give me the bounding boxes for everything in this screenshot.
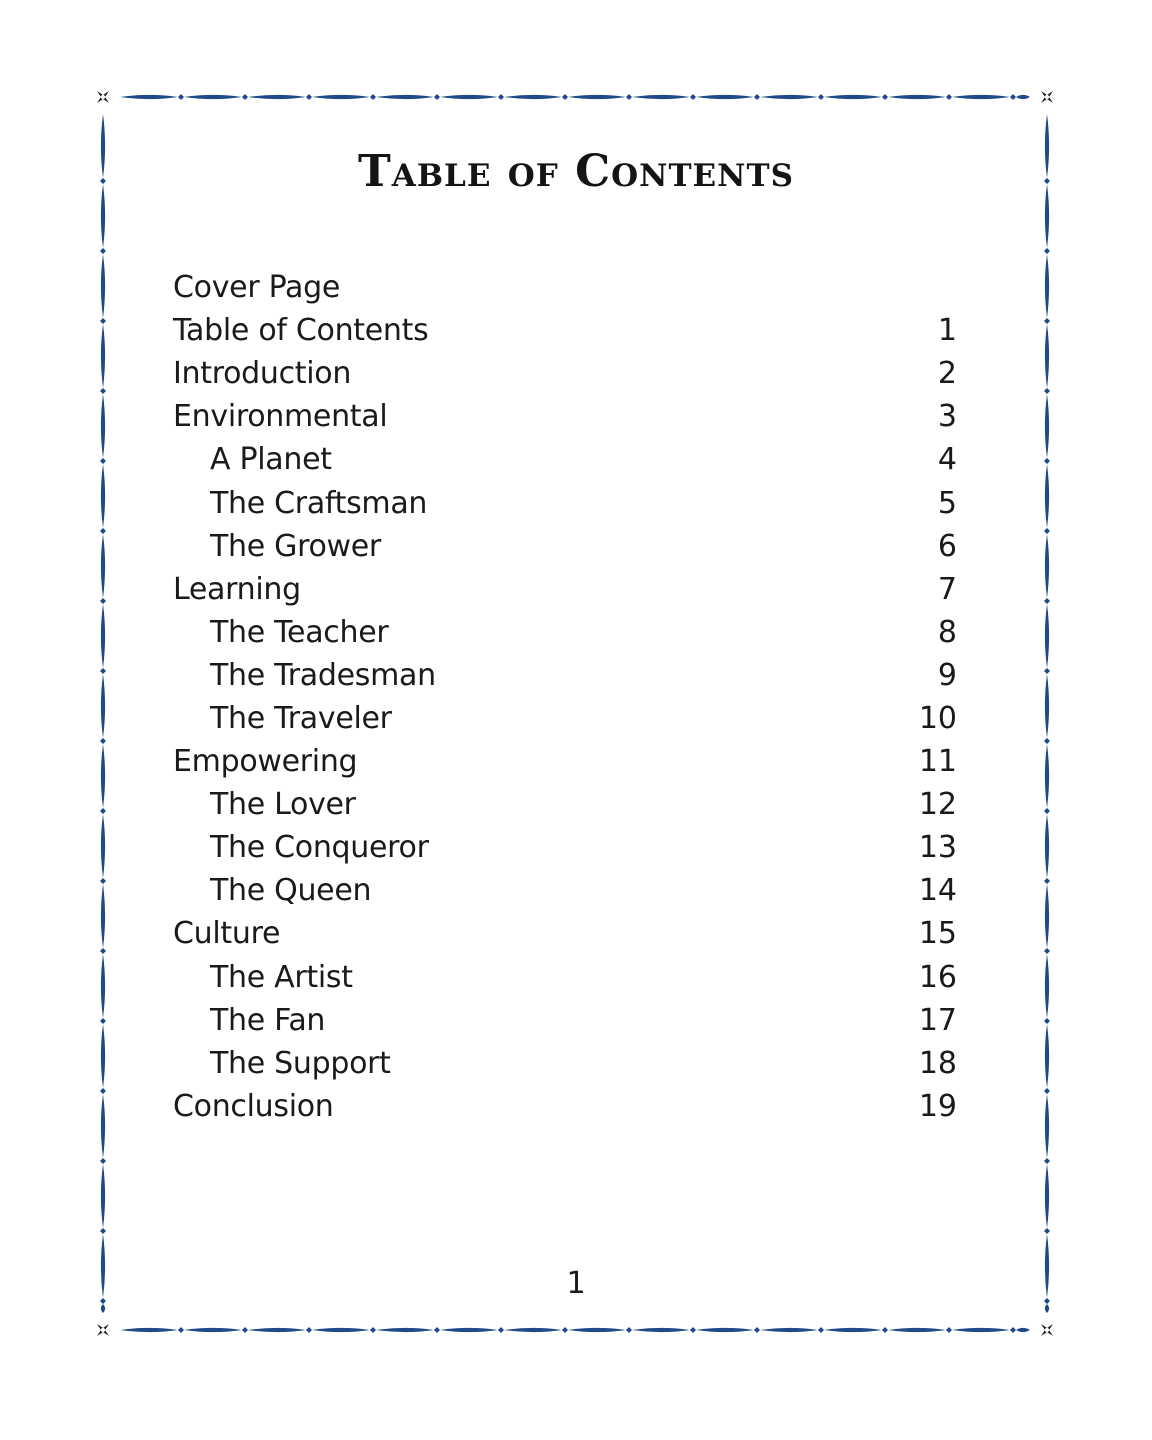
toc-entry[interactable] (173, 654, 957, 697)
border-diamond (306, 1327, 312, 1333)
border-diamond (100, 248, 106, 254)
border-segment (101, 674, 105, 738)
border-segment (101, 1304, 105, 1313)
border-diamond (1044, 668, 1050, 674)
border-segment (1045, 254, 1049, 318)
border-segment (101, 1164, 105, 1228)
toc-entry[interactable] (173, 1042, 957, 1085)
toc-entry-label: The Teacher (210, 614, 389, 650)
toc-entry-label: Culture (173, 916, 281, 952)
border-diamond (100, 458, 106, 464)
border-segment (504, 1328, 562, 1332)
border-diamond (1044, 388, 1050, 394)
border-diamond (306, 94, 312, 100)
toc-entry[interactable] (173, 740, 957, 783)
corner-ornament-icon (1041, 1324, 1053, 1336)
toc-entry-label: The Lover (210, 787, 356, 823)
border-segment (1045, 1024, 1049, 1088)
toc-entry-page: 18 (918, 1045, 957, 1081)
border-diamond (100, 388, 106, 394)
border-diamond (1044, 1018, 1050, 1024)
border-diamond (498, 94, 504, 100)
toc-entry-page: 7 (937, 571, 957, 607)
border-diamond (370, 94, 376, 100)
toc-entry[interactable] (173, 956, 957, 999)
toc-entry-label: The Queen (210, 873, 372, 909)
border-segment (101, 464, 105, 528)
border-segment (101, 744, 105, 808)
toc-entry[interactable] (173, 309, 957, 352)
toc-entry-label: Environmental (173, 399, 388, 435)
border-diamond (100, 808, 106, 814)
border-diamond (754, 1327, 760, 1333)
toc-entry-label: The Grower (210, 528, 381, 564)
border-diamond (882, 94, 888, 100)
toc-entry-label: The Support (210, 1045, 391, 1081)
border-segment (888, 1328, 946, 1332)
border-segment (1045, 674, 1049, 738)
border-segment (248, 1328, 306, 1332)
border-segment (1016, 1328, 1030, 1332)
border-segment (632, 1328, 690, 1332)
toc-entry-page: 10 (918, 700, 957, 736)
border-segment (440, 95, 498, 99)
border-diamond (1044, 878, 1050, 884)
toc-entry[interactable] (173, 697, 957, 740)
toc-entry[interactable] (173, 611, 957, 654)
toc-entry-label: Learning (173, 571, 301, 607)
border-segment (1045, 954, 1049, 1018)
border-diamond (100, 668, 106, 674)
border-diamond (818, 94, 824, 100)
border-diamond (754, 94, 760, 100)
border-segment (1045, 744, 1049, 808)
border-diamond (626, 1327, 632, 1333)
toc-entry-page: 17 (918, 1002, 957, 1038)
border-segment (101, 884, 105, 948)
border-segment (101, 324, 105, 388)
border-diamond (1044, 948, 1050, 954)
border-segment (952, 95, 1010, 99)
page-number: 1 (566, 1266, 586, 1301)
corner-ornament-icon (1041, 91, 1053, 103)
border-diamond (100, 318, 106, 324)
border-segment (1045, 534, 1049, 598)
toc-entry-page: 4 (937, 442, 957, 478)
border-segment (101, 814, 105, 878)
corner-ornament-icon (97, 91, 109, 103)
toc-entry-label: Conclusion (173, 1088, 334, 1124)
border-diamond (1044, 1228, 1050, 1234)
toc-entry[interactable] (173, 525, 957, 568)
page-title: Table of Contents (358, 146, 794, 197)
toc-entry-label: The Tradesman (210, 657, 436, 693)
border-segment (568, 95, 626, 99)
border-segment (1045, 394, 1049, 458)
border-diamond (100, 598, 106, 604)
border-diamond (242, 1327, 248, 1333)
border-segment (101, 1024, 105, 1088)
toc-entry-page: 13 (918, 830, 957, 866)
border-diamond (178, 1327, 184, 1333)
border-diamond (100, 738, 106, 744)
toc-entry-label: The Conqueror (210, 830, 429, 866)
toc-entry-page: 5 (937, 485, 957, 521)
border-diamond (818, 1327, 824, 1333)
border-diamond (1044, 248, 1050, 254)
border-segment (504, 95, 562, 99)
border-diamond (626, 94, 632, 100)
toc-entry-page: 2 (937, 356, 957, 392)
border-segment (568, 1328, 626, 1332)
border-diamond (562, 94, 568, 100)
border-diamond (1044, 528, 1050, 534)
border-diamond (1044, 1088, 1050, 1094)
toc-entry-label: The Fan (210, 1002, 326, 1038)
border-segment (1045, 884, 1049, 948)
border-diamond (1010, 94, 1016, 100)
toc-entry-label: Empowering (173, 744, 358, 780)
toc-entry-page: 3 (937, 399, 957, 435)
border-segment (760, 1328, 818, 1332)
toc-entry[interactable] (173, 395, 957, 438)
toc-entry-page: 12 (918, 787, 957, 823)
border-segment (1045, 1304, 1049, 1313)
border-segment (376, 1328, 434, 1332)
toc-entry-page: 14 (918, 873, 957, 909)
border-segment (696, 1328, 754, 1332)
border-segment (376, 95, 434, 99)
border-segment (1045, 1094, 1049, 1158)
toc-entry-page: 6 (937, 528, 957, 564)
border-diamond (946, 1327, 952, 1333)
toc-entry-page: 15 (918, 916, 957, 952)
border-diamond (100, 1228, 106, 1234)
border-diamond (690, 1327, 696, 1333)
border-segment (1045, 464, 1049, 528)
border-diamond (242, 94, 248, 100)
border-diamond (1010, 1327, 1016, 1333)
toc-entry[interactable] (173, 783, 957, 826)
toc-entry[interactable] (173, 481, 957, 524)
border-segment (440, 1328, 498, 1332)
toc-entry-label: Introduction (173, 356, 352, 392)
border-segment (824, 95, 882, 99)
toc-entry-label: Cover Page (173, 270, 341, 306)
toc-entry[interactable] (173, 869, 957, 912)
toc-entry[interactable] (173, 568, 957, 611)
toc-entry-page: 16 (918, 959, 957, 995)
border-segment (101, 254, 105, 318)
border-diamond (100, 948, 106, 954)
border-segment (101, 1094, 105, 1158)
border-segment (888, 95, 946, 99)
toc-entry-label: The Craftsman (210, 485, 428, 521)
border-segment (101, 604, 105, 668)
border-diamond (178, 94, 184, 100)
border-diamond (1044, 808, 1050, 814)
border-segment (120, 1328, 178, 1332)
table-of-contents (173, 266, 957, 1128)
border-segment (1016, 95, 1030, 99)
border-segment (312, 1328, 370, 1332)
toc-entry-label: A Planet (210, 442, 332, 478)
border-segment (101, 954, 105, 1018)
border-diamond (434, 94, 440, 100)
toc-entry-label: The Artist (210, 959, 353, 995)
border-segment (1045, 604, 1049, 668)
toc-entry-page: 1 (937, 313, 957, 349)
toc-entry-label: Table of Contents (173, 313, 429, 349)
border-diamond (690, 94, 696, 100)
border-diamond (100, 1088, 106, 1094)
corner-ornament-icon (97, 1324, 109, 1336)
toc-entry[interactable] (173, 1085, 957, 1128)
border-segment (184, 95, 242, 99)
border-diamond (946, 94, 952, 100)
toc-entry[interactable] (173, 826, 957, 869)
border-diamond (1044, 1158, 1050, 1164)
border-diamond (562, 1327, 568, 1333)
toc-entry[interactable] (173, 912, 957, 955)
toc-entry[interactable] (173, 352, 957, 395)
border-diamond (1044, 598, 1050, 604)
toc-entry-label: The Traveler (210, 700, 392, 736)
border-segment (696, 95, 754, 99)
border-diamond (434, 1327, 440, 1333)
border-segment (101, 394, 105, 458)
border-segment (184, 1328, 242, 1332)
border-segment (632, 95, 690, 99)
border-diamond (1044, 318, 1050, 324)
border-segment (1045, 1164, 1049, 1228)
border-diamond (100, 878, 106, 884)
toc-entry-page: 9 (937, 657, 957, 693)
border-diamond (100, 1018, 106, 1024)
toc-entry[interactable] (173, 266, 957, 309)
border-diamond (370, 1327, 376, 1333)
border-segment (1045, 324, 1049, 388)
border-diamond (1044, 458, 1050, 464)
border-segment (248, 95, 306, 99)
toc-entry[interactable] (173, 438, 957, 481)
border-segment (120, 95, 178, 99)
border-segment (312, 95, 370, 99)
border-segment (760, 95, 818, 99)
border-diamond (100, 1158, 106, 1164)
border-diamond (882, 1327, 888, 1333)
toc-entry-page: 19 (918, 1088, 957, 1124)
border-segment (101, 534, 105, 598)
border-segment (1045, 814, 1049, 878)
border-diamond (498, 1327, 504, 1333)
border-segment (952, 1328, 1010, 1332)
toc-entry[interactable] (173, 999, 957, 1042)
toc-entry-page: 11 (918, 744, 957, 780)
border-segment (824, 1328, 882, 1332)
border-diamond (1044, 738, 1050, 744)
toc-entry-page: 8 (937, 614, 957, 650)
border-diamond (100, 528, 106, 534)
